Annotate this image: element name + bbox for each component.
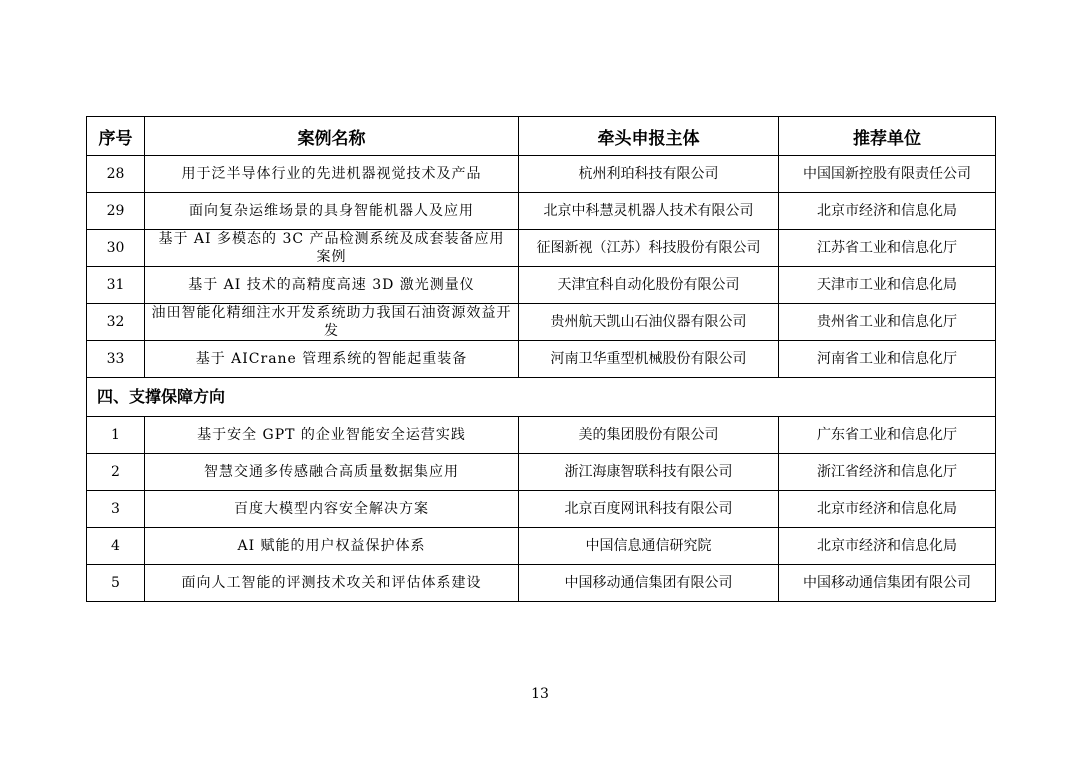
row-lead-applicant: 征图新视（江苏）科技股份有限公司 [519, 230, 779, 267]
row-no: 1 [87, 417, 145, 454]
row-lead-applicant: 浙江海康智联科技有限公司 [519, 454, 779, 491]
row-case-name: 基于 AI 多模态的 3C 产品检测系统及成套装备应用案例 [145, 230, 519, 267]
table-row [87, 341, 996, 378]
row-lead-applicant: 杭州利珀科技有限公司 [519, 156, 779, 193]
row-lead-applicant: 北京中科慧灵机器人技术有限公司 [519, 193, 779, 230]
row-case-name: 基于 AI 技术的高精度高速 3D 激光测量仪 [145, 267, 519, 304]
row-lead-applicant: 中国移动通信集团有限公司 [519, 565, 779, 602]
row-case-name: 面向人工智能的评测技术攻关和评估体系建设 [145, 565, 519, 602]
row-no: 3 [87, 491, 145, 528]
row-case-name: 油田智能化精细注水开发系统助力我国石油资源效益开发 [145, 304, 519, 341]
row-lead-applicant: 天津宜科自动化股份有限公司 [519, 267, 779, 304]
row-recommender: 河南省工业和信息化厅 [779, 341, 996, 378]
header-lead-applicant: 牵头申报主体 [519, 117, 779, 156]
row-no: 2 [87, 454, 145, 491]
row-no: 4 [87, 528, 145, 565]
table-row [87, 491, 996, 528]
row-recommender: 贵州省工业和信息化厅 [779, 304, 996, 341]
table-row [87, 528, 996, 565]
header-case-name: 案例名称 [145, 117, 519, 156]
section-row [87, 378, 996, 417]
header-no: 序号 [87, 117, 145, 156]
table-row [87, 230, 996, 267]
row-no: 32 [87, 304, 145, 341]
table-row [87, 156, 996, 193]
table-row [87, 267, 996, 304]
row-recommender: 北京市经济和信息化局 [779, 193, 996, 230]
row-recommender: 天津市工业和信息化局 [779, 267, 996, 304]
row-case-name: 面向复杂运维场景的具身智能机器人及应用 [145, 193, 519, 230]
row-case-name: 用于泛半导体行业的先进机器视觉技术及产品 [145, 156, 519, 193]
table-row [87, 304, 996, 341]
row-case-name: AI 赋能的用户权益保护体系 [145, 528, 519, 565]
page-number: 13 [531, 686, 549, 702]
table-header-row [87, 117, 996, 156]
case-table [86, 116, 996, 602]
row-no: 30 [87, 230, 145, 267]
row-no: 5 [87, 565, 145, 602]
section-title: 四、支撑保障方向 [87, 378, 996, 417]
table-row [87, 565, 996, 602]
row-lead-applicant: 北京百度网讯科技有限公司 [519, 491, 779, 528]
row-recommender: 浙江省经济和信息化厅 [779, 454, 996, 491]
row-no: 31 [87, 267, 145, 304]
row-no: 33 [87, 341, 145, 378]
row-recommender: 北京市经济和信息化局 [779, 491, 996, 528]
row-lead-applicant: 河南卫华重型机械股份有限公司 [519, 341, 779, 378]
row-recommender: 江苏省工业和信息化厅 [779, 230, 996, 267]
row-recommender: 广东省工业和信息化厅 [779, 417, 996, 454]
table-row [87, 454, 996, 491]
row-lead-applicant: 美的集团股份有限公司 [519, 417, 779, 454]
row-case-name: 基于 AICrane 管理系统的智能起重装备 [145, 341, 519, 378]
header-recommender: 推荐单位 [779, 117, 996, 156]
row-case-name: 基于安全 GPT 的企业智能安全运营实践 [145, 417, 519, 454]
row-case-name: 百度大模型内容安全解决方案 [145, 491, 519, 528]
table-row [87, 417, 996, 454]
row-no: 28 [87, 156, 145, 193]
row-recommender: 中国国新控股有限责任公司 [779, 156, 996, 193]
row-lead-applicant: 中国信息通信研究院 [519, 528, 779, 565]
table-row [87, 193, 996, 230]
row-case-name: 智慧交通多传感融合高质量数据集应用 [145, 454, 519, 491]
row-recommender: 北京市经济和信息化局 [779, 528, 996, 565]
row-recommender: 中国移动通信集团有限公司 [779, 565, 996, 602]
row-lead-applicant: 贵州航天凯山石油仪器有限公司 [519, 304, 779, 341]
row-no: 29 [87, 193, 145, 230]
